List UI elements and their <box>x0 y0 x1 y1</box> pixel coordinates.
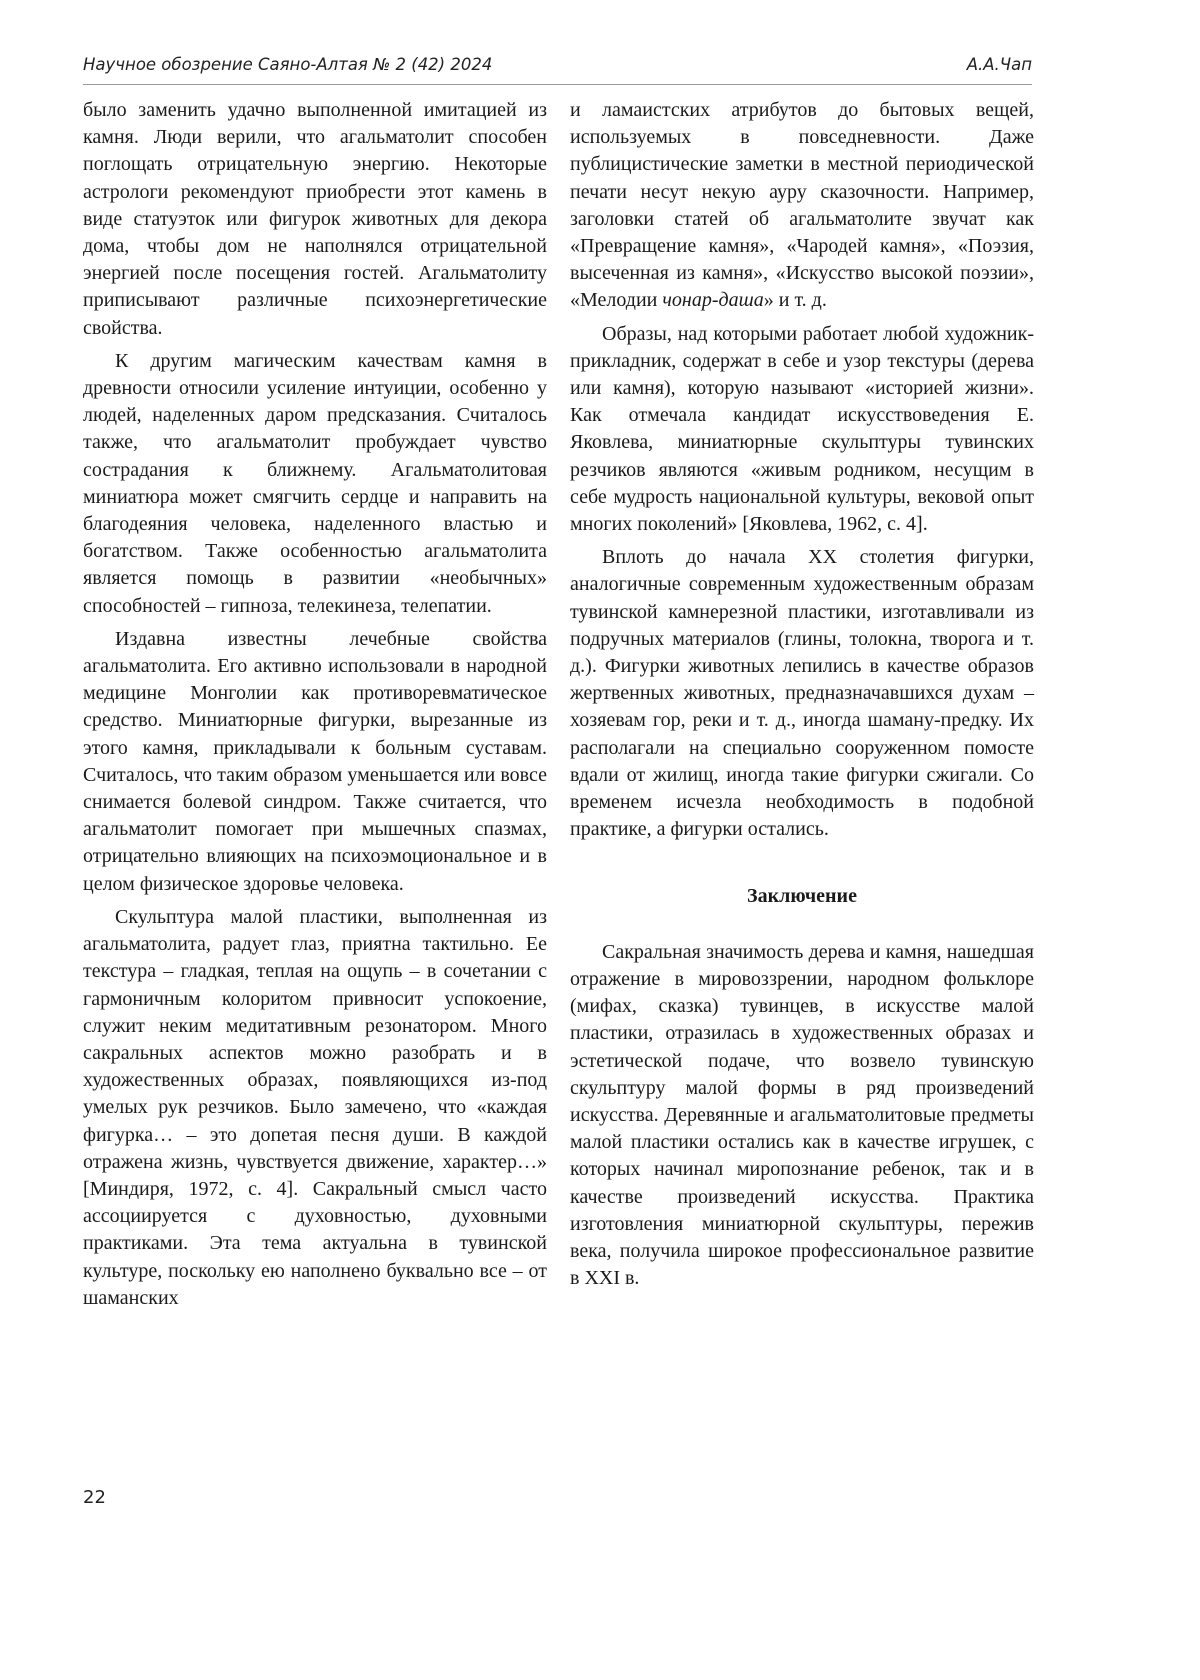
paragraph <box>570 97 1034 315</box>
paragraph-text: » и т. д. <box>763 289 827 312</box>
section-heading: Заключение <box>747 885 857 908</box>
journal-title: Научное обозрение Саяно-Алтая № 2 (42) 2024 <box>83 55 493 74</box>
left-column <box>83 97 547 1318</box>
right-column <box>570 97 1034 1298</box>
paragraph: Вплоть до начала XX столетия фигурки, аналогичные современным художественным образам тувинской камнерезной пластики, изготавливали из подручных материалов (глины, толокна, творога и т. д.). Фигурки животных лепились в качестве образов жертвенных животных, предназначавшихся духам – хозяевам гор, реки и т. д., иногда шаману-предку. Их располагали на специально сооруженном помосте вдали от жилищ, иногда такие фигурки сжигали. Со временем исчезла необходимость в подобной практике, а фигурки остались. <box>570 546 1034 841</box>
paragraph: К другим магическим качествам камня в древности относили усиление интуиции, особенно у людей, наделенных даром предсказания. Считалось также, что агальматолит пробуждает чувство сострадания к ближнему. Агальматолитовая миниатюра может смягчить сердце и направить на благодеяния человека, наделенного властью и богатством. Также особенностью агальматолита является помощь в развитии «необычных» способностей – гипноза, телекинеза, телепатии. <box>83 349 547 617</box>
italic-term: чонар-даша <box>662 289 764 312</box>
paragraph: Образы, над которыми работает любой художник-прикладник, содержат в себе и узор текстуры (дерева или камня), которую называют «историей жизни». Как отмечала кандидат искусствоведения Е. Яковлева, миниатюрные скульптуры тувинских резчиков являются «живым родником, несущим в себе мудрость национальной культуры, вековой опыт многих поколений» [Яковлева, 1962, с. 4]. <box>570 322 1034 536</box>
header-rule <box>83 84 1032 85</box>
page-number: 22 <box>83 1487 106 1508</box>
paragraph-text: и ламаистских атрибутов до бытовых вещей, используемых в повседневности. Даже публицистические заметки в местной периодической печати несут некую ауру сказочности. Например, заголовки статей об агальматолите звучат как «Превращение камня», «Чародей камня», «Поэзия, высеченная из камня», «Искусство высокой поэзии», «Мелодии <box>570 99 1034 312</box>
author-name: А.А.Чап <box>966 55 1032 74</box>
paragraph: Сакральная значимость дерева и камня, нашедшая отражение в мировоззрении, народном фольклоре (мифах, сказка) тувинцев, в искусстве малой пластики, отразилась в художественных образах и эстетической подаче, что возвело тувинскую скульптуру малой формы в ряд произведений искусства. Деревянные и агальматолитовые предметы малой пластики остались как в качестве игрушек, с которых начинал миропознание ребенок, так и в качестве произведений искусства. Практика изготовления миниатюрной скульптуры, пережив века, получила широкое профессиональное развитие в XXI в. <box>570 940 1034 1290</box>
paragraph: Издавна известны лечебные свойства агальматолита. Его активно использовали в народной медицине Монголии как противоревматическое средство. Миниатюрные фигурки, вырезанные из этого камня, прикладывали к больным суставам. Считалось, что таким образом уменьшается или вовсе снимается болевой синдром. Также считается, что агальматолит помогает при мышечных спазмах, отрицательно влияющих на психоэмоциональное и в целом физическое здоровье человека. <box>83 627 547 895</box>
paragraph: было заменить удачно выполненной имитацией из камня. Люди верили, что агальматолит способен поглощать отрицательную энергию. Некоторые астрологи рекомендуют приобрести этот камень в виде статуэток или фигурок животных для декора дома, чтобы дом не наполнялся отрицательной энергией после посещения гостей. Агальматолиту приписывают различные психоэнергетические свойства. <box>83 99 547 339</box>
paragraph: Скульптура малой пластики, выполненная из агальматолита, радует глаз, приятна тактильно. Ее текстура – гладкая, теплая на ощупь – в сочетании с гармоничным колоритом привносит успокоение, служит неким медитативным резонатором. Много сакральных аспектов можно разобрать и в художественных образах, появляющихся из-под умелых рук резчиков. Было замечено, что «каждая фигурка… – это допетая песня души. В каждой отражена жизнь, чувствуется движение, характер…» [Миндиря, 1972, с. 4]. Сакральный смысл часто ассоциируется с духовностью, духовными практиками. Эта тема актуальна в тувинской культуре, поскольку ею наполнено буквально все – от шаманских <box>83 905 547 1309</box>
